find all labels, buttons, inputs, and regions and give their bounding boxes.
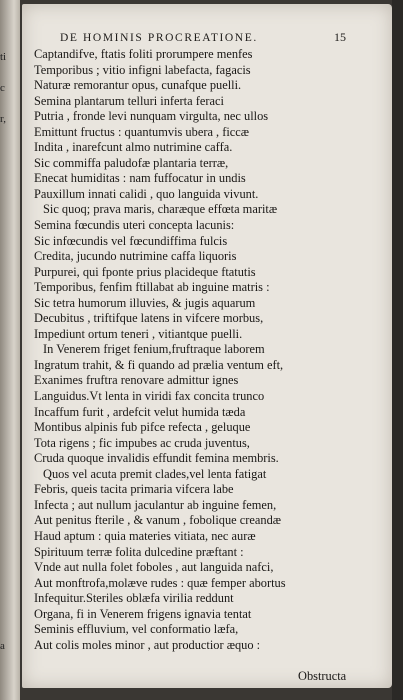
- facing-page-mark: [0, 128, 18, 144]
- text-line: Infequitur.Steriles oblæfa virilia reddunt: [34, 591, 234, 606]
- facing-page-mark: [0, 608, 18, 624]
- facing-page-marks: [0, 50, 18, 655]
- facing-page-mark: [0, 329, 18, 345]
- facing-page-mark: [0, 221, 18, 237]
- facing-page-mark: [0, 391, 18, 407]
- text-line: Semina plantarum telluri inferta feraci: [34, 93, 224, 108]
- text-line: Sic tetra humorum illuvies, & jugis aquarum: [34, 295, 256, 310]
- text-line: Aut penitus fterile , & vanum , fobolique creandæ: [34, 513, 282, 528]
- running-header: DE HOMINIS PROCREATIONE.: [60, 32, 258, 44]
- text-line: Emittunt fructus : quantumvis ubera , ficcæ: [34, 124, 250, 139]
- text-line: Cruda quoque invalidis effundit femina membris.: [34, 451, 279, 466]
- facing-page-mark: [0, 593, 18, 609]
- text-line: Infecta ; aut nullum jaculantur ab inguine femen,: [34, 497, 277, 512]
- facing-page-mark: [0, 298, 18, 314]
- text-line: Sic commiffa paludofæ plantaria terræ,: [34, 155, 229, 170]
- background-edge: [392, 0, 403, 700]
- text-line: Quos vel acuta premit clades,vel lenta fatigat: [43, 466, 267, 481]
- text-line: In Venerem friget fenium,fruftraque laborem: [43, 342, 265, 357]
- facing-page-mark: [0, 515, 18, 531]
- facing-page-mark: [0, 159, 18, 175]
- facing-page-mark: [0, 484, 18, 500]
- text-line: Enecat humiditas : nam fuffocatur in undis: [34, 171, 246, 186]
- facing-page-mark: [0, 422, 18, 438]
- text-line: Captandifve, ftatis foliti prorumpere menfes: [34, 47, 253, 61]
- text-line: Putria , fronde levi nunquam virgulta, nec ullos: [34, 109, 269, 124]
- text-line: Spirituum terræ folita dulcedine præftant :: [34, 544, 244, 559]
- text-line: Incaffum furit , ardefcit velut humida tæda: [34, 404, 246, 419]
- text-line: Organa, fi in Venerem frigens ignavia tentat: [34, 606, 252, 621]
- text-line: Sic quoq; prava maris, charæque effœta maritæ: [43, 202, 278, 217]
- text-line: Temporibus, fenfim ftillabat ab inguine matris :: [34, 280, 270, 295]
- catchword: Obstructa: [298, 669, 347, 683]
- text-line: Credita, jucundo nutrimine caffa liquoris: [34, 249, 237, 264]
- facing-page-mark: [0, 577, 18, 593]
- text-line: Exanimes fruftra renovare admittur ignes: [34, 373, 239, 388]
- facing-page-mark: [0, 66, 18, 82]
- text-line: Purpurei, qui fponte prius placideque ftatutis: [34, 264, 256, 279]
- facing-page-mark: [0, 314, 18, 330]
- text-line: Aut monftrofa,molæve rudes : quæ femper abortus: [34, 575, 286, 590]
- text-line: Temporibus ; vitio infigni labefacta, fagacis: [34, 62, 251, 77]
- text-line: Tota rigens ; fic impubes ac cruda juventus,: [34, 435, 250, 450]
- facing-page-mark: [0, 97, 18, 113]
- facing-page-mark: [0, 469, 18, 485]
- facing-page-mark: [0, 624, 18, 640]
- facing-page-mark: r,: [0, 113, 6, 125]
- facing-page-mark: ti: [0, 51, 7, 63]
- facing-page-mark: [0, 205, 18, 221]
- facing-page-mark: [0, 562, 18, 578]
- facing-page-mark: a: [0, 640, 5, 652]
- facing-page-mark: [0, 438, 18, 454]
- text-line: Haud aptum : quia materies vitiata, nec auræ: [34, 528, 256, 543]
- text-line: Febris, queis tacita primaria vifcera labe: [34, 482, 234, 497]
- text-line: Indita , inarefcunt almo nutrimine caffa.: [34, 140, 233, 155]
- text-line: Naturæ remorantur opus, cunafque puelli.: [34, 78, 242, 93]
- text-line: Montibus alpinis fub pifce refecta , geluque: [34, 420, 251, 435]
- facing-page-mark: [0, 236, 18, 252]
- facing-page-mark: [0, 546, 18, 562]
- facing-page-mark: [0, 345, 18, 361]
- facing-page-mark: [0, 376, 18, 392]
- facing-page-mark: [0, 267, 18, 283]
- facing-page-mark: [0, 252, 18, 268]
- text-line: Ingratum trahit, & fi quando ad prælia ventum eft,: [34, 357, 284, 372]
- facing-page-edge: [0, 0, 20, 700]
- body-text: [34, 47, 379, 653]
- text-line: Aut colis moles minor , aut productior æquo :: [34, 637, 261, 652]
- text-line: Sic infœcundis vel fœcundiffima fulcis: [34, 233, 228, 248]
- facing-page-mark: [0, 453, 18, 469]
- text-line: Impediunt ortum teneri , vitiantque puelli.: [34, 326, 243, 341]
- facing-page-mark: [0, 407, 18, 423]
- facing-page-mark: [0, 174, 18, 190]
- text-line: Decubitus , triftifque latens in vifcere morbus,: [34, 311, 264, 326]
- facing-page-mark: [0, 360, 18, 376]
- facing-page-mark: [0, 283, 18, 299]
- text-line: Semina fœcundis uteri concepta lacunis:: [34, 218, 235, 233]
- facing-page-mark: [0, 190, 18, 206]
- facing-page-mark: [0, 500, 18, 516]
- text-line: Pauxillum innati calidi , quo languida vivunt.: [34, 186, 259, 201]
- text-line: Vnde aut nulla folet foboles , aut languida nafci,: [34, 560, 274, 575]
- text-line: Languidus.Vt lenta in viridi fax concita trunco: [34, 389, 265, 404]
- facing-page-mark: c: [0, 82, 5, 94]
- text-line: Seminis effluvium, vel conformatio læfa,: [34, 622, 239, 637]
- facing-page-mark: [0, 531, 18, 547]
- page-number: 15: [334, 30, 346, 44]
- facing-page-mark: [0, 143, 18, 159]
